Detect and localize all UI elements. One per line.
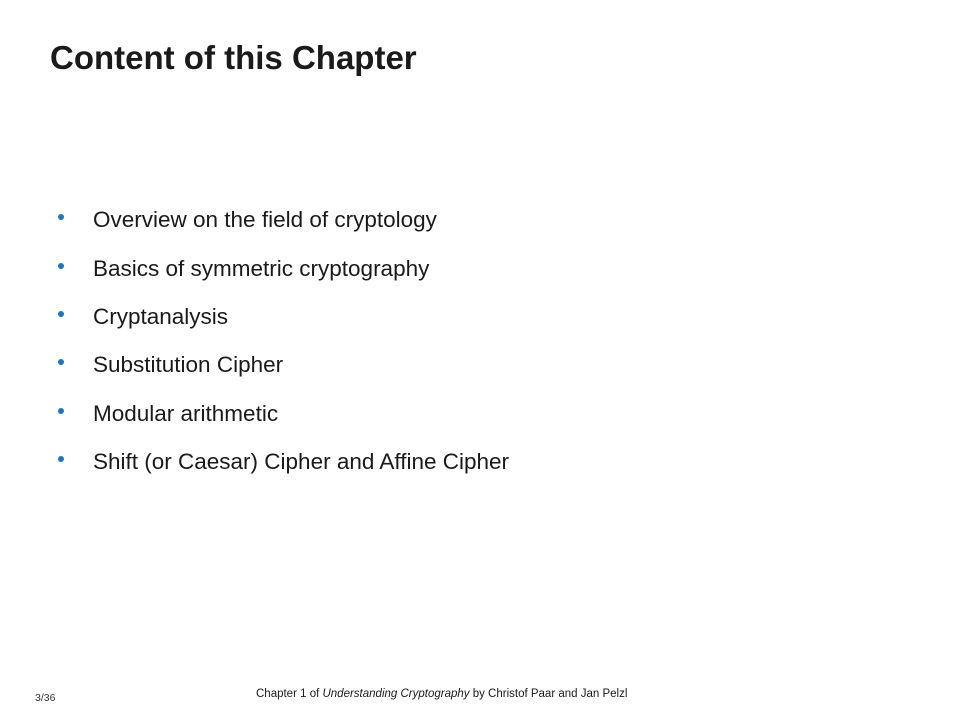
footer-book-title: Understanding Cryptography xyxy=(322,688,470,700)
bullet-text: Cryptanalysis xyxy=(93,303,229,329)
bullet-item xyxy=(58,390,509,438)
page-number: 3/36 xyxy=(35,692,56,704)
bullet-text: Overview on the field of cryptology xyxy=(93,207,437,233)
bullet-dot-icon xyxy=(58,311,64,317)
bullet-dot-icon xyxy=(58,263,64,269)
bullet-dot-icon xyxy=(58,214,64,220)
bullet-item xyxy=(58,196,509,244)
bullet-text: Modular arithmetic xyxy=(93,400,279,426)
bullet-dot-icon xyxy=(58,408,64,414)
bullet-item xyxy=(58,438,509,486)
bullet-item xyxy=(58,244,509,292)
bullet-dot-icon xyxy=(58,359,64,365)
footer-credit-suffix: by Christof Paar and Jan Pelzl xyxy=(469,688,628,700)
bullet-item xyxy=(58,293,509,341)
bullet-list xyxy=(58,196,509,486)
slide-title: Content of this Chapter xyxy=(50,39,417,76)
footer-credit-prefix: Chapter 1 of xyxy=(256,688,323,700)
bullet-item xyxy=(58,341,509,389)
bullet-text: Substitution Cipher xyxy=(93,352,284,378)
bullet-text: Shift (or Caesar) Cipher and Affine Cipher xyxy=(93,449,510,475)
bullet-dot-icon xyxy=(58,456,64,462)
bullet-text: Basics of symmetric cryptography xyxy=(93,255,430,281)
footer-credit xyxy=(256,688,627,700)
